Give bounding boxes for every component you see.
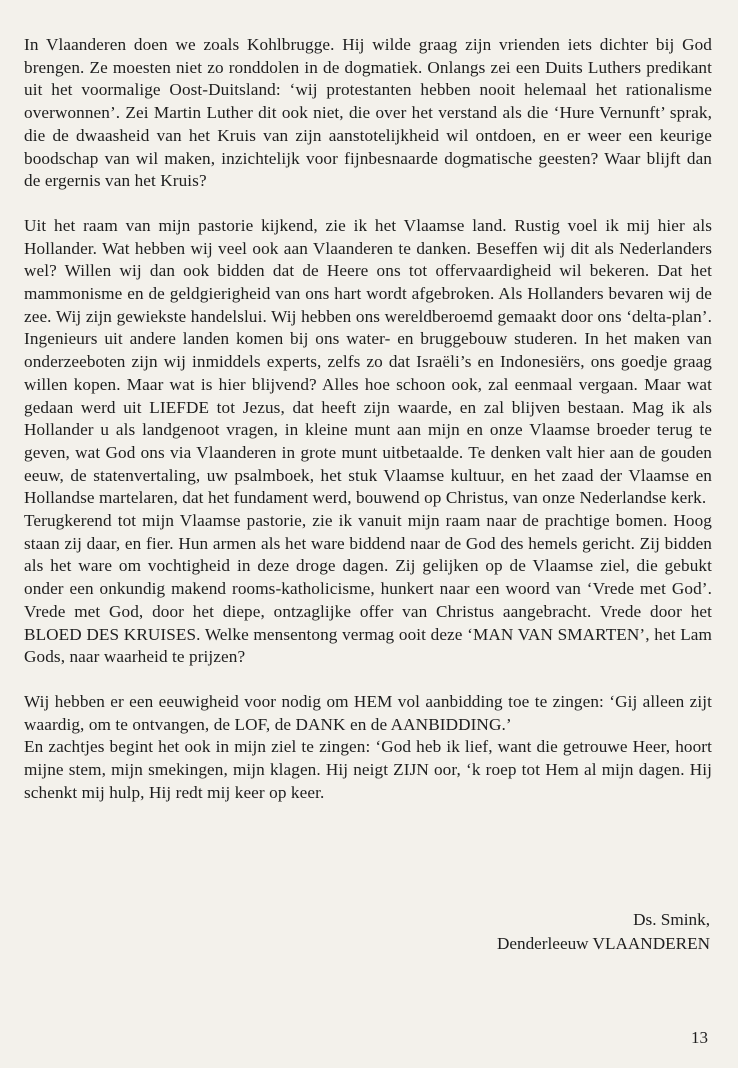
paragraph-trees: Terugkerend tot mijn Vlaamse pastorie, zie ik vanuit mijn raam naar de prachtige bomen. Hoog staan zij daar, en fier. Hun armen als het ware biddend naar de God des hemels gericht. Zij bidden als het ware om vochtigheid in deze droge dagen. Zij gelijken op de Vlaamse ziel, die gebukt onder een onkundig makend rooms-katholicisme, hunkert naar een woord van ‘Vrede met God’. Vrede met God, door het diepe, ontzaglijke offer van Christus aangebracht. Vrede door het BLOED DES KRUISES. Welke mensentong vermag ooit deze ‘MAN VAN SMARTEN’, het Lam Gods, naar waarheid te prijzen? [24, 511, 712, 667]
paragraph-spacer [24, 193, 712, 215]
paragraph-kohlbrugge: In Vlaanderen doen we zoals Kohlbrugge. Hij wilde graag zijn vrienden iets dichter bij God brengen. Ze moesten niet zo ronddolen in de dogmatiek. Onlangs zei een Duits Luthers predikant uit het voormalige Oost-Duitsland: ‘wij protestanten hebben nooit helemaal het rationalisme overwonnen’. Zei Martin Luther dit ook niet, die over het verstand als die ‘Hure Vernunft’ sprak, die de dwaasheid van het Kruis van zijn aanstotelijkheid wil ontdoen, en er weer een keurige boodschap van wil maken, inzichtelijk voor fijnbesnaarde dogmatische geesten? Waar blijft dan de ergernis van het Kruis? [24, 35, 712, 191]
paragraph-pastorie-window: Uit het raam van mijn pastorie kijkend, zie ik het Vlaamse land. Rustig voel ik mij hier als Hollander. Wat hebben wij veel ook aan Vlaanderen te danken. Beseffen wij dit als Nederlanders wel? Willen wij dan ook bidden dat de Heere ons tot offervaardigheid wil bekeren. Dat het mammonisme en de geldgierigheid van ons hart wordt afgebroken. Als Hollanders bevaren wij de zee. Wij zijn gewiekste handelslui. Wij hebben ons wereldberoemd gemaakt door ons ‘delta-plan’. Ingenieurs uit andere landen komen bij ons water- en bruggebouw studeren. In het maken van onderzeeboten zijn wij inmiddels experts, zelfs zo dat Israëli’s en Indonesiërs, ons goedje graag willen kopen. Maar wat is hier blijvend? Alles hoe schoon ook, zal eenmaal vergaan. Maar wat gedaan werd uit LIEFDE tot Jezus, dat heeft zijn waarde, en zal blijven bestaan. Mag ik als Hollander u als landgenoot vragen, in kleine munt aan mijn en onze Vlaamse broeder terug te geven, wat God ons via Vlaanderen in grote munt uitbetaalde. Te denken valt hier aan de gouden eeuw, de statenvertaling, uw psalmboek, het stuk Vlaamse kultuur, en het zaad der Vlaamse en Hollandse martelaren, dat het fundament werd, bouwend op Christus, van onze Nederlandse kerk. [24, 215, 712, 508]
paragraph-eternity: Wij hebben er een eeuwigheid voor nodig om HEM vol aanbidding toe te zingen: ‘Gij alleen zijt waardig, om te ontvangen, de LOF, de DANK en de AANBIDDING.’ [24, 691, 712, 734]
paragraph-spacer [24, 669, 712, 691]
signature-place: Denderleeuw VLAANDEREN [496, 934, 710, 953]
paragraph-soul-singing: En zachtjes begint het ook in mijn ziel te zingen: ‘God heb ik lief, want die getrouwe Heer, hoort mijne stem, mijn smekingen, mijn klagen. Hij neigt ZIJN oor, ‘k roep tot Hem al mijn dagen. Hij schenkt mij hulp, Hij redt mij keer op keer. [24, 737, 712, 802]
signature-block [497, 908, 710, 956]
page-number: 13 [691, 1028, 708, 1047]
article-body [24, 34, 712, 805]
signature-name: Ds. Smink, [633, 910, 710, 929]
